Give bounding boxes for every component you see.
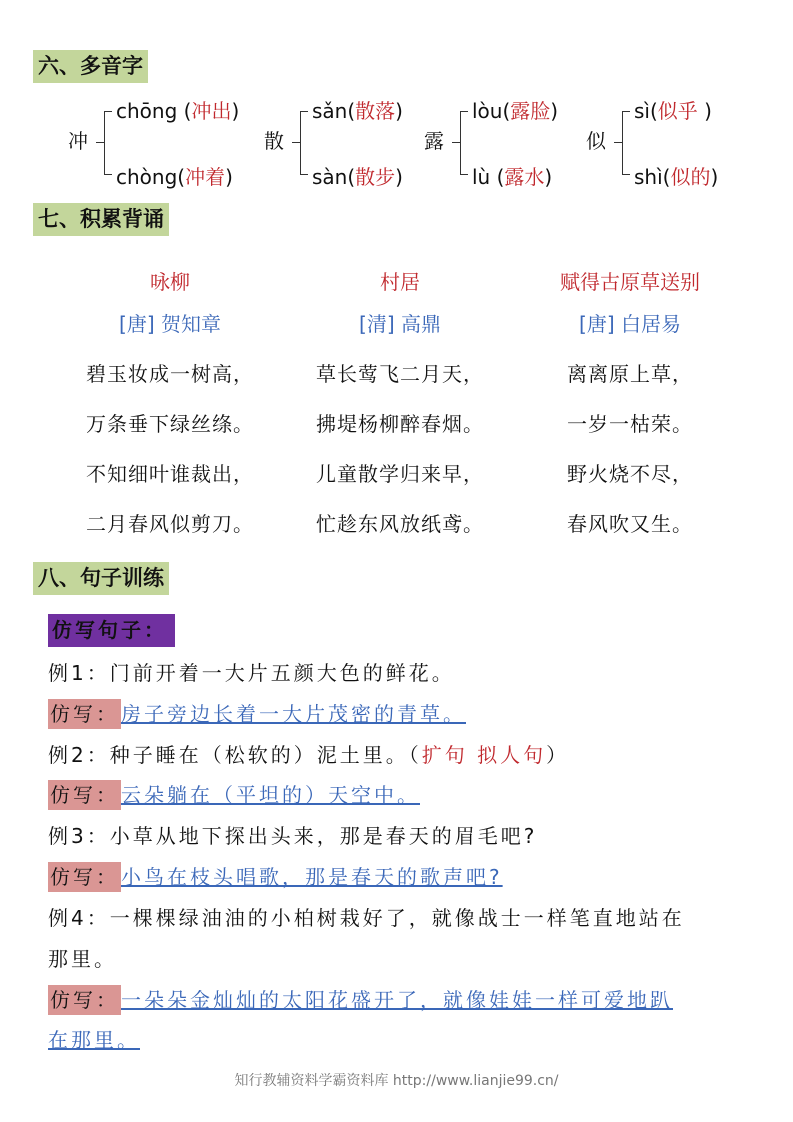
bracket-tick [96, 142, 104, 143]
polyphone-char: 散 [264, 129, 284, 153]
answer-text: 房子旁边长着一大片茂密的青草。 [121, 702, 466, 726]
poem-line: 忙趁东风放纸鸢。 [316, 512, 484, 536]
example-note: 扩句 拟人句 [421, 743, 547, 767]
imitation-tag: 仿写： [48, 985, 121, 1015]
section-heading-recitation: 七、积累背诵 [33, 203, 169, 236]
section-heading-sentence-training: 八、句子训练 [33, 562, 169, 595]
poem-line: 儿童散学归来早， [316, 462, 484, 486]
poem-line: 草长莺飞二月天， [316, 362, 484, 386]
reading-2: chòng(冲着) [116, 165, 233, 189]
poem-author: [唐] 白居易 [579, 312, 681, 336]
poem-title: 赋得古原草送别 [560, 270, 700, 294]
imitation-tag: 仿写： [48, 699, 121, 729]
poem-title: 村居 [380, 270, 420, 294]
polyphone-char: 冲 [68, 129, 88, 153]
answer-1 [48, 698, 466, 727]
answer-4-line-2 [48, 1024, 140, 1053]
poem-author: [清] 高鼎 [359, 312, 441, 336]
poem-fudeguyuancao [520, 266, 740, 558]
poem-line: 一岁一枯荣。 [567, 412, 693, 436]
reading-1: sǎn(散落) [312, 99, 403, 123]
bracket [104, 111, 112, 175]
example-1: 例1：门前开着一大片五颜大色的鲜花。 [48, 661, 455, 685]
poem-author: [唐] 贺知章 [119, 312, 221, 336]
poem-line: 拂堤杨柳醉春烟。 [316, 412, 484, 436]
bracket-tick [614, 142, 622, 143]
reading-2: shì(似的) [634, 165, 719, 189]
poem-cunju [290, 266, 510, 558]
reading-2: lù (露水) [472, 165, 553, 189]
bracket-tick [452, 142, 460, 143]
imitation-tag: 仿写： [48, 862, 121, 892]
answer-text: 云朵躺在（平坦的）天空中。 [121, 783, 420, 807]
example-4-line-1: 例4：一棵棵绿油油的小柏树栽好了，就像战士一样笔直地站在 [48, 906, 685, 930]
answer-text: 一朵朵金灿灿的太阳花盛开了，就像娃娃一样可爱地趴 [121, 988, 673, 1012]
bracket [622, 111, 630, 175]
reading-1: chōng (冲出) [116, 99, 240, 123]
bracket-tick [292, 142, 300, 143]
poem-title: 咏柳 [150, 270, 190, 294]
section-heading-polyphonic: 六、多音字 [33, 50, 148, 83]
poem-line: 二月春风似剪刀。 [86, 512, 254, 536]
answer-4-line-1 [48, 984, 673, 1013]
bracket [460, 111, 468, 175]
poem-line: 春风吹又生。 [567, 512, 693, 536]
bracket [300, 111, 308, 175]
polyphone-char: 似 [586, 129, 606, 153]
example-2: 例2：种子睡在（松软的）泥土里。（扩句 拟人句） [48, 743, 570, 767]
poem-line: 离离原上草， [567, 362, 693, 386]
reading-1: sì(似乎 ) [634, 99, 712, 123]
poem-yongliu [60, 266, 280, 558]
reading-2: sàn(散步) [312, 165, 403, 189]
imitation-tag: 仿写： [48, 780, 121, 810]
example-3: 例3：小草从地下探出头来，那是春天的眉毛吧? [48, 824, 538, 848]
reading-1: lòu(露脸) [472, 99, 559, 123]
poem-line: 不知细叶谁裁出， [86, 462, 254, 486]
poem-line: 万条垂下绿丝绦。 [86, 412, 254, 436]
answer-2 [48, 779, 420, 808]
footer-watermark: 知行教辅资料学霸资料库 http://www.lianjie99.cn/ [234, 1073, 559, 1089]
answer-3 [48, 861, 503, 890]
poem-line: 野火烧不尽， [567, 462, 693, 486]
subheading-imitation: 仿写句子： [48, 614, 175, 647]
answer-text: 在那里。 [48, 1028, 140, 1052]
answer-text: 小鸟在枝头唱歌，那是春天的歌声吧? [121, 865, 503, 889]
poem-line: 碧玉妆成一树高， [86, 362, 254, 386]
example-4-line-2: 那里。 [48, 947, 117, 971]
polyphone-char: 露 [424, 129, 444, 153]
